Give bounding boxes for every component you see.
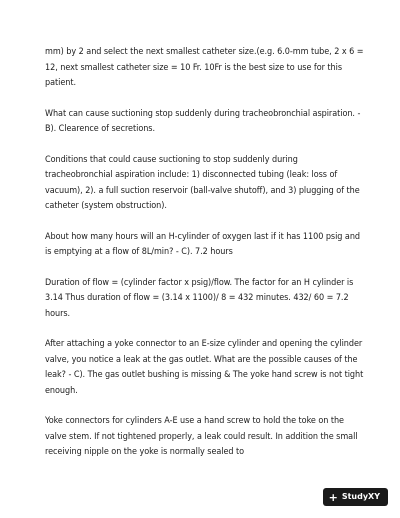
studyxy-watermark[interactable] (323, 488, 388, 506)
paragraph-catheter-size: mm) by 2 and select the next smallest catheter size.(e.g. 6.0-mm tube, 2 x 6 = 12, next smallest catheter size = 10 Fr. 10Fr is the best size to use for this patient. (45, 47, 364, 88)
watermark-label: StudyXY (341, 492, 380, 501)
paragraph-yoke-question: After attaching a yoke connector to an E-size cylinder and opening the cylinder valve, you notice a leak at the gas outlet. What are the possible causes of the leak? - C). The gas outlet bushing is missing & The yoke hand screw is not tight enough. (45, 339, 364, 396)
document-page (45, 45, 365, 476)
paragraph-yoke-explanation: Yoke connectors for cylinders A-E use a hand screw to hold the toke on the valve stem. If not tightened properly, a leak could result. In addition the small receiving nipple on the yoke is normally sealed to (45, 416, 358, 457)
paragraph-cylinder-explanation: Duration of flow = (cylinder factor x psig)/flow. The factor for an H cylinder is 3.14 Thus duration of flow = (3.14 x 1100)/ 8 = 432 minutes. 432/ 60 = 7.2 hours. (45, 277, 354, 319)
paragraph-cylinder-question: About how many hours will an H-cylinder of oxygen last if it has 1100 psig and is emptying at a flow of 8L/min? - C). 7.2 hours (45, 231, 360, 257)
paragraph-suction-question: What can cause suctioning stop suddenly during tracheobronchial aspiration. - B). Clearence of secretions. (45, 108, 361, 134)
paragraph-suction-explanation: Conditions that could cause suctioning to stop suddenly during tracheobronchial aspiration include: 1) disconnected tubing (leak: loss of vacuum), 2). a full suction reservoir (ball-valve shutoff), and 3) plugging of the catheter (system obstruction). (45, 154, 360, 211)
plus-icon: + (328, 490, 338, 504)
